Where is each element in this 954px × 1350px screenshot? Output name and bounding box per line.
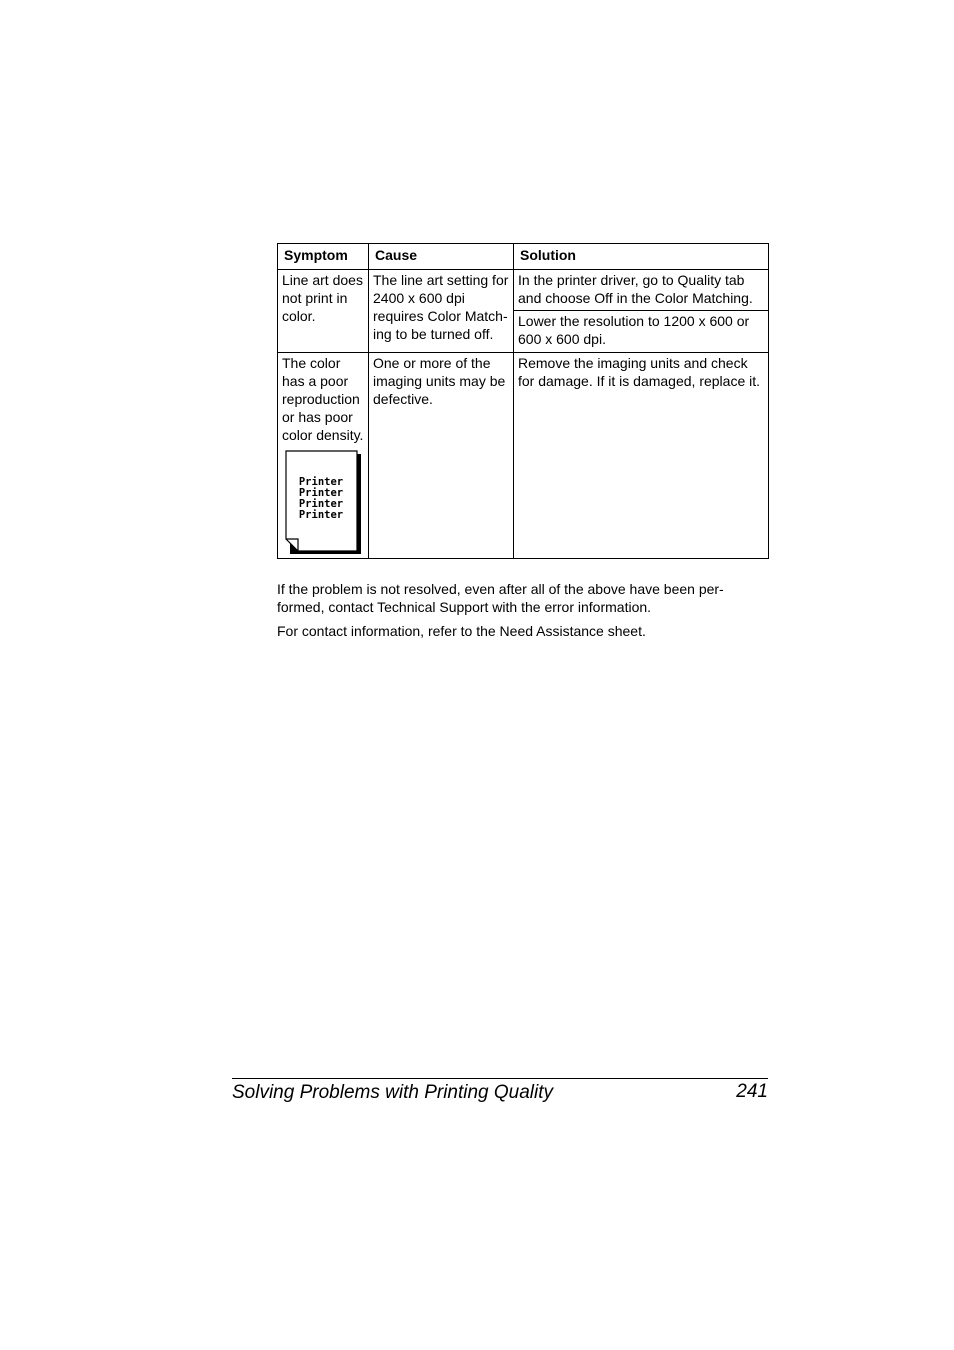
printed-sample-illustration [285,450,361,558]
cause-cell [369,270,514,353]
sample-line: Printer [298,476,344,488]
symptom-cell [278,270,369,353]
symptom-text: Line art does not print in color. [282,272,363,324]
header-solution: Solution [514,244,769,270]
footer-divider [232,1078,768,1079]
cause-text: The line art setting for 2400 x 600 dpi requires Color Match- ing to be turned off. [373,272,509,342]
header-cause: Cause [369,244,514,270]
solution-text: Remove the imaging units and check for damage. If it is damaged, replace it. [518,355,761,389]
page-number: 241 [736,1081,768,1102]
paragraph-contact-info: For contact information, refer to the Need Assistance sheet. [277,623,646,639]
footer-section-title: Solving Problems with Printing Quality [232,1082,554,1103]
solution-text: In the printer driver, go to Quality tab and choose Off in the Color Matching. [518,272,753,306]
symptom-cell [278,353,369,559]
table-row [278,353,769,559]
table-row [278,270,769,311]
header-symptom: Symptom [278,244,369,270]
symptom-text: The color has a poor reproduction or has poor color density. [282,355,364,443]
solution-cell [514,270,769,311]
solution-text: Lower the resolution to 1200 x 600 or 600 x 600 dpi. [518,313,750,347]
troubleshooting-table [277,243,769,559]
cause-text: One or more of the imaging units may be defective. [373,355,506,407]
table-header-row [278,244,769,270]
paper-sheet-icon [285,450,361,558]
sample-line: Printer [298,498,344,510]
sample-line: Printer [298,509,344,521]
cause-cell [369,353,514,559]
paragraph-unresolved: If the problem is not resolved, even after all of the above have been per- formed, contact Technical Support with the error information. [277,581,724,615]
solution-cell [514,353,769,559]
sample-line: Printer [298,487,344,499]
solution-cell [514,311,769,353]
